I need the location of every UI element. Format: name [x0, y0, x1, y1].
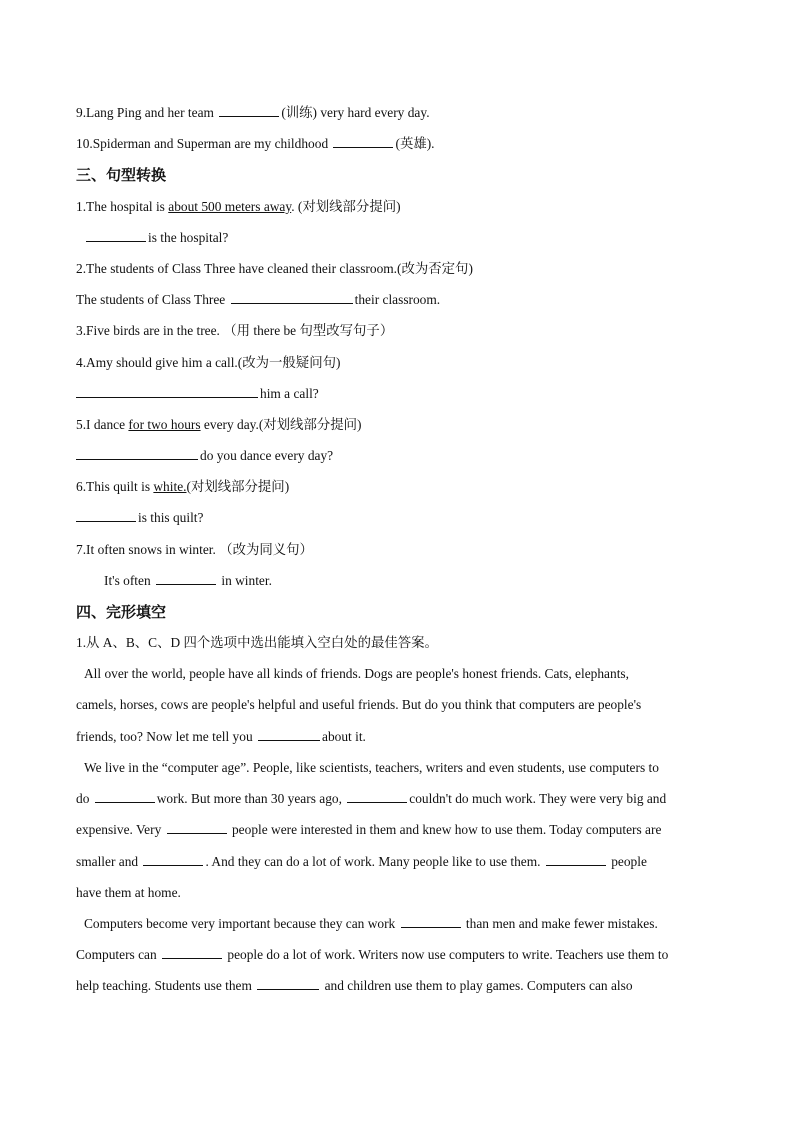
underlined-text: white.	[153, 479, 187, 494]
passage-text: people do a lot of work. Writers now use computers to write. Teachers use them to	[224, 947, 669, 962]
answer-text: is this quilt?	[138, 510, 204, 525]
passage-text: couldn't do much work. They were very big and	[409, 791, 667, 806]
answer-blank[interactable]	[76, 447, 198, 460]
passage-text: and children use them to play games. Computers can also	[321, 978, 633, 993]
answer-line-6	[76, 508, 724, 528]
transform-item-3	[76, 321, 724, 341]
answer-text: their classroom.	[354, 292, 441, 307]
passage-text: people	[607, 854, 647, 869]
item-text: every day.(对划线部分提问)	[200, 417, 362, 432]
passage-text: expensive. Very	[76, 822, 165, 837]
answer-line-5	[76, 446, 724, 466]
cloze-blank[interactable]	[167, 821, 227, 834]
passage-text: do	[76, 791, 93, 806]
answer-line-7	[104, 571, 724, 591]
answer-text: in winter.	[218, 573, 272, 588]
item-text: 5.I dance	[76, 417, 129, 432]
passage-line	[76, 789, 724, 809]
transform-item-1	[76, 197, 724, 217]
transform-item-7	[76, 540, 724, 560]
cloze-blank[interactable]	[347, 790, 407, 803]
passage-line	[84, 914, 724, 934]
answer-blank[interactable]	[333, 135, 393, 148]
passage-line	[76, 820, 724, 840]
answer-blank[interactable]	[219, 104, 279, 117]
item-text: . (对划线部分提问)	[291, 199, 401, 214]
item-text: (对划线部分提问)	[186, 479, 290, 494]
section-heading: 三、句型转换	[76, 166, 167, 184]
item-text: 4.Amy should give him a call.(改为一般疑问句)	[76, 355, 341, 370]
passage-text: than men and make fewer mistakes.	[462, 916, 658, 931]
answer-line-4	[76, 384, 724, 404]
passage-text: . And they can do a lot of work. Many people like to use them.	[205, 854, 544, 869]
cloze-instruction: 1.从 A、B、C、D 四个选项中选出能填入空白处的最佳答案。	[76, 635, 438, 650]
item-text: 7.It often snows in winter. （改为同义句）	[76, 542, 313, 557]
item-text: 2.The students of Class Three have cleaned their classroom.(改为否定句)	[76, 261, 473, 276]
cloze-blank[interactable]	[546, 853, 606, 866]
passage-text: Computers can	[76, 947, 161, 962]
answer-text: The students of Class Three	[76, 292, 229, 307]
item-text: (训练) very hard every day.	[281, 105, 430, 120]
cloze-blank[interactable]	[257, 977, 319, 990]
fill-item-9	[76, 103, 724, 123]
cloze-blank[interactable]	[95, 790, 155, 803]
answer-blank[interactable]	[86, 229, 146, 242]
answer-text: do you dance every day?	[200, 448, 334, 463]
passage-text: smaller and	[76, 854, 142, 869]
item-text: (英雄).	[395, 136, 435, 151]
section-heading: 四、完形填空	[76, 603, 167, 621]
answer-text: It's often	[104, 573, 155, 588]
transform-item-6	[76, 477, 724, 497]
item-text: 3.Five birds are in the tree. （用 there be 句型改写句子）	[76, 323, 394, 338]
cloze-blank[interactable]	[401, 915, 461, 928]
transform-item-2	[76, 259, 724, 279]
fill-item-10	[76, 134, 724, 154]
cloze-blank[interactable]	[143, 853, 203, 866]
passage-line	[76, 945, 724, 965]
transform-item-4	[76, 353, 724, 373]
underlined-text: about 500 meters away	[168, 199, 292, 214]
answer-blank[interactable]	[76, 385, 258, 398]
passage-line	[76, 976, 724, 996]
answer-blank[interactable]	[156, 572, 216, 585]
passage-text: friends, too? Now let me tell you	[76, 729, 256, 744]
passage-text: help teaching. Students use them	[76, 978, 256, 993]
answer-blank[interactable]	[76, 509, 136, 522]
transform-item-5	[76, 415, 724, 435]
item-text: 6.This quilt is	[76, 479, 154, 494]
item-text: 1.The hospital is	[76, 199, 169, 214]
passage-line: All over the world, people have all kinds of friends. Dogs are people's honest friends. Cats, elephants,	[84, 666, 629, 681]
passage-text: people were interested in them and knew how to use them. Today computers are	[228, 822, 662, 837]
cloze-blank[interactable]	[162, 946, 222, 959]
answer-blank[interactable]	[231, 291, 353, 304]
underlined-text: for two hours	[128, 417, 201, 432]
passage-text: Computers become very important because they can work	[84, 916, 399, 931]
item-text: 10.Spiderman and Superman are my childhood	[76, 136, 332, 151]
answer-line-1	[84, 228, 724, 248]
passage-line: have them at home.	[76, 885, 181, 900]
passage-text: work. But more than 30 years ago,	[156, 791, 346, 806]
cloze-blank[interactable]	[258, 728, 320, 741]
passage-line	[76, 852, 724, 872]
passage-line	[76, 727, 724, 747]
passage-text: about it.	[322, 729, 366, 744]
answer-text: is the hospital?	[148, 230, 229, 245]
passage-line: camels, horses, cows are people's helpful and useful friends. But do you think that computers are people's	[76, 697, 642, 712]
item-text: 9.Lang Ping and her team	[76, 105, 218, 120]
passage-line: We live in the “computer age”. People, like scientists, teachers, writers and even students, use computers to	[84, 760, 659, 775]
answer-text: him a call?	[260, 386, 319, 401]
answer-line-2	[76, 290, 724, 310]
